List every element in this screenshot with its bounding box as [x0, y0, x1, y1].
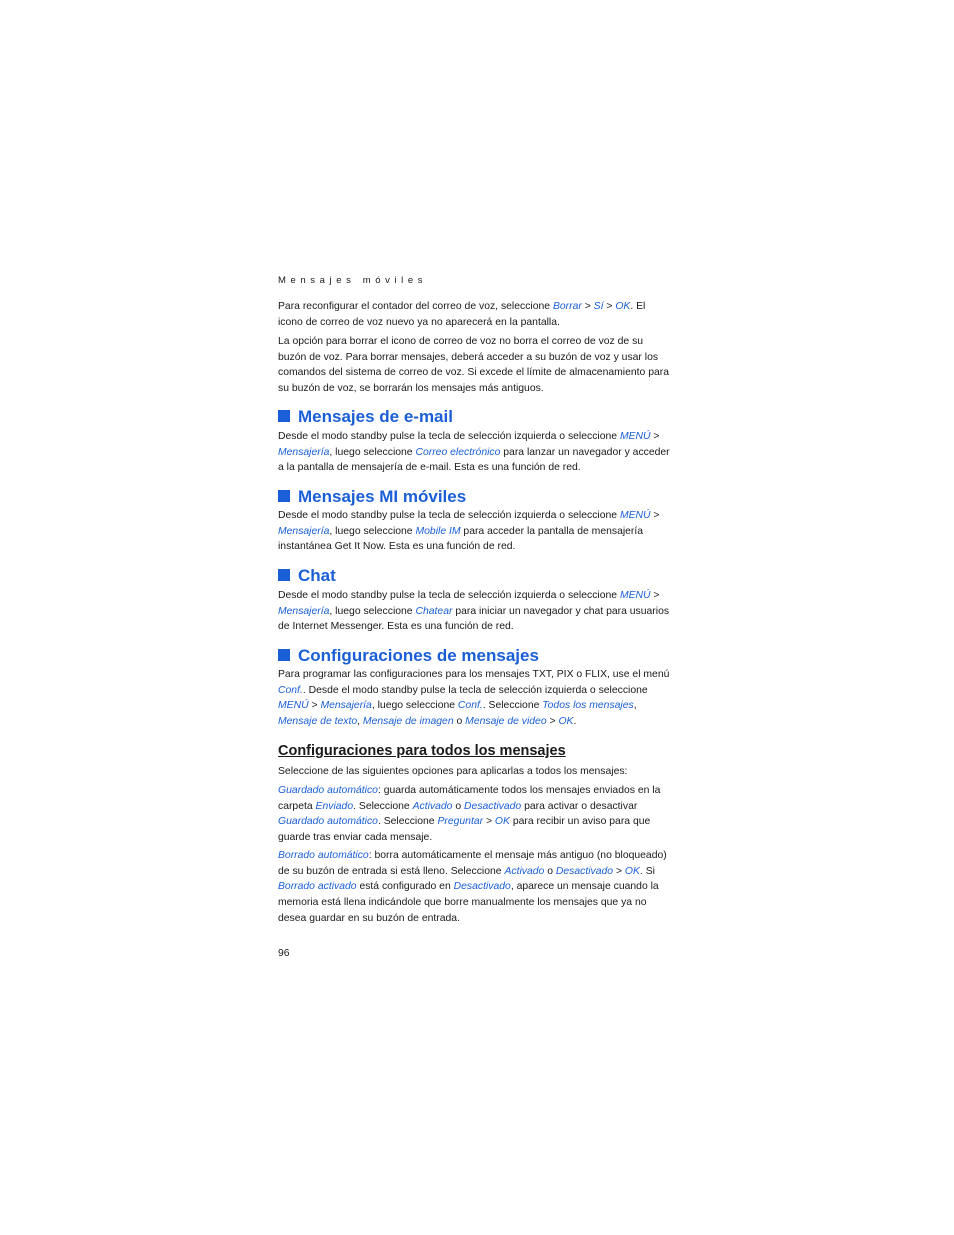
section-body-email: Desde el modo standby pulse la tecla de selección izquierda o seleccione MENÚ > Mensajería, luego seleccione Correo electrónico para lanzar un navegador y acceder a la pantalla de mensajería de e-mail. Esta es una función de red. — [278, 431, 670, 474]
square-bullet-icon — [278, 410, 290, 422]
auto-save-paragraph: Guardado automático: guarda automáticamente todos los mensajes enviados en la carpeta Enviado. Seleccione Activado o Desactivado para activar o desactivar Guardado automático. Seleccione Preguntar > OK para recibir un aviso para que guarde tras enviar cada mensaje. — [278, 785, 661, 844]
section-body-config: Para programar las configuraciones para los mensajes TXT, PIX o FLIX, use el menú Conf.. Desde el modo standby pulse la tecla de selección izquierda o seleccione MENÚ > Mensajería, luego seleccione Conf.. Seleccione Todos los mensajes, Mensaje de texto, Mensaje de imagen o Mensaje de video > OK. — [278, 669, 670, 728]
square-bullet-icon — [278, 490, 290, 502]
section-body-chat: Desde el modo standby pulse la tecla de selección izquierda o seleccione MENÚ > Mensajería, luego seleccione Chatear para iniciar un navegador y chat para usuarios de Internet Messenger. Esta es una función de red. — [278, 590, 670, 633]
link-borrar: Borrar — [552, 301, 582, 312]
link-si: Sí — [593, 301, 604, 312]
running-head: Mensajes móviles — [278, 275, 428, 286]
auto-delete-paragraph: Borrado automático: borra automáticamente el mensaje más antiguo (no bloqueado) de su buzón de entrada si está lleno. Seleccione Activado o Desactivado > OK. Si Borrado activado está configurado en Desactivado, aparece un mensaje cuando la memoria está llena indicándole que borre manualmente los mensajes que ya no desea guardar en su buzón de entrada. — [278, 850, 667, 924]
subsection-heading-all-messages: Configuraciones para todos los mensajes — [278, 743, 566, 759]
link-ok: OK — [615, 301, 631, 312]
square-bullet-icon — [278, 569, 290, 581]
intro-paragraph-2: La opción para borrar el icono de correo de voz no borra el correo de voz de su buzón de voz. Para borrar mensajes, deberá acceder a su buzón de voz y usar los comandos del sistema de correo de voz. Si excede el límite de almacenamiento para su buzón de voz, se borrarán los mensajes más antiguos. — [278, 336, 670, 395]
section-heading-im: Mensajes MI móviles — [278, 487, 466, 507]
all-messages-intro: Seleccione de las siguientes opciones para aplicarlas a todos los mensajes: — [278, 766, 628, 777]
section-heading-email: Mensajes de e-mail — [278, 407, 453, 427]
intro-paragraph-1: Para reconfigurar el contador del correo de voz, seleccione Borrar > Sí > OK. El icono de correo de voz nuevo ya no aparecerá en la pantalla. — [278, 301, 646, 328]
section-heading-config: Configuraciones de mensajes — [278, 646, 539, 666]
section-body-im: Desde el modo standby pulse la tecla de selección izquierda o seleccione MENÚ > Mensajería, luego seleccione Mobile IM para acceder la pantalla de mensajería instantánea Get It Now. Esta es una función de red. — [278, 510, 660, 553]
page-number: 96 — [278, 948, 290, 959]
section-heading-chat: Chat — [278, 566, 336, 586]
square-bullet-icon — [278, 649, 290, 661]
